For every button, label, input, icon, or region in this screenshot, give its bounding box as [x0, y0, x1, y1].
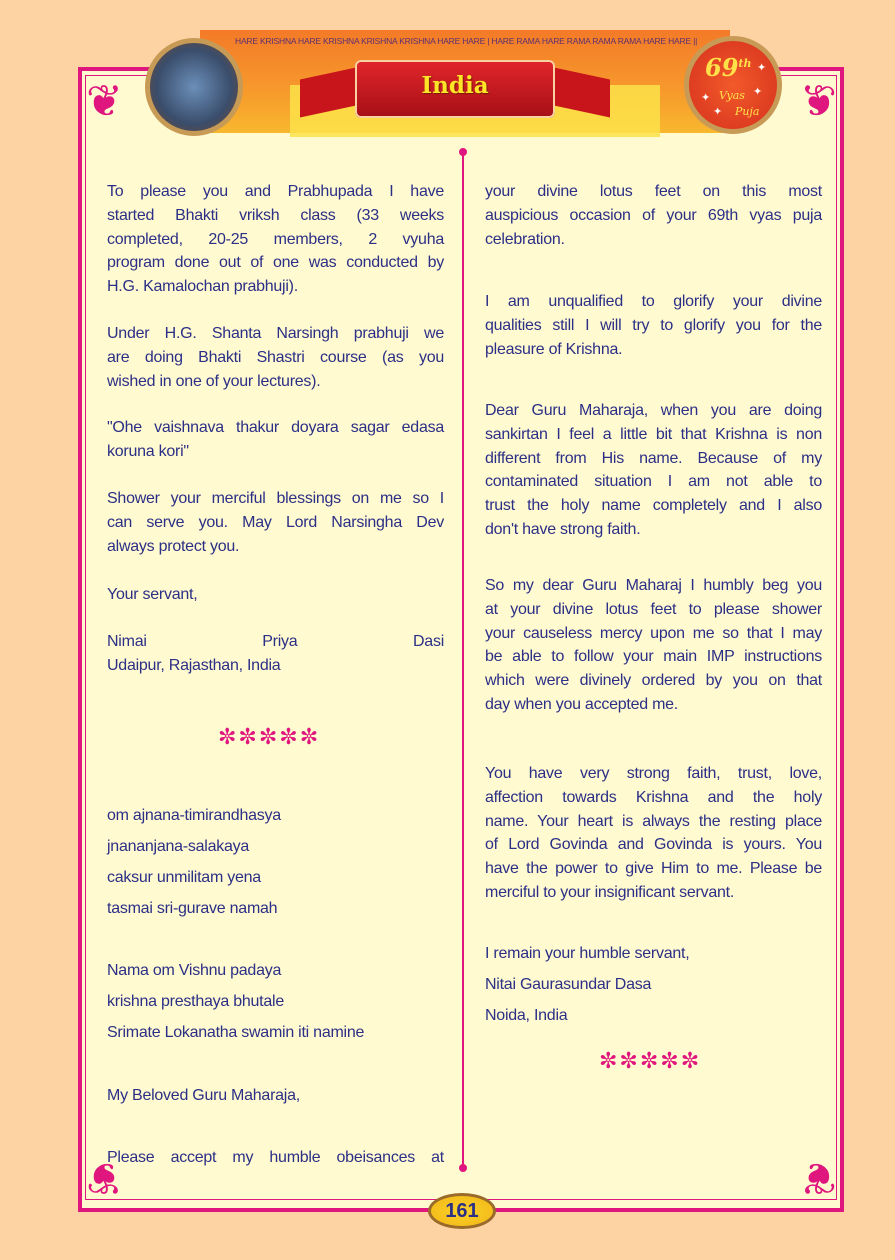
paragraph — [485, 942, 822, 966]
badge-line2: Puja — [735, 105, 760, 118]
sparkle-icon: ✦ — [713, 105, 723, 118]
corner-flourish-icon: ❦ — [800, 76, 837, 127]
mantra-text: HARE KRISHNA HARE KRISHNA KRISHNA KRISHNA HARE HARE | HARE RAMA HARE RAMA RAMA RAMA HARE HARE || — [235, 36, 698, 46]
paragraph — [107, 959, 444, 983]
anniversary-badge — [684, 36, 782, 134]
paragraph — [107, 835, 444, 859]
text-line: auspicious occasion of your 69th vyas puja — [485, 206, 822, 224]
text-line: can serve you. May Lord Narsingha Dev — [107, 513, 444, 531]
text-line: I remain your humble servant, — [485, 945, 690, 962]
text-line: are doing Bhakti Shastri course (as you — [107, 348, 444, 366]
text-line: To please you and Prabhupada I have — [107, 183, 444, 200]
text-line: Udaipur, Rajasthan, India — [107, 656, 281, 674]
paragraph — [107, 866, 444, 890]
text-line: Nama om Vishnu padaya — [107, 962, 282, 979]
text-line: Noida, India — [485, 1007, 568, 1024]
text-line: merciful to your insignificant servant. — [485, 883, 735, 901]
sparkle-icon: ✦ — [757, 61, 767, 74]
text-line: have the power to give Him to me. Please be — [485, 860, 822, 878]
text-line: Dear Guru Maharaja, when you are doing — [485, 402, 822, 419]
text-line: krishna presthaya bhutale — [107, 993, 284, 1010]
page-number: 161 — [428, 1193, 496, 1229]
text-line: completed, 20-25 members, 2 vyuha — [107, 230, 444, 248]
text-line: name. Your heart is always the resting place — [485, 812, 822, 830]
paragraph — [107, 990, 444, 1014]
text-line: koruna kori" — [107, 442, 189, 460]
text-line: started Bhakti vriksh class (33 weeks — [107, 206, 444, 224]
paragraph — [485, 574, 822, 717]
text-line: at your divine lotus feet to please shower — [485, 600, 822, 618]
text-line: Nitai Gaurasundar Dasa — [485, 976, 652, 993]
paragraph — [107, 180, 444, 299]
text-line: of Lord Govinda and Govinda is yours. You — [485, 836, 822, 854]
text-line: don't have strong faith. — [485, 520, 641, 538]
column-divider — [462, 152, 464, 1168]
text-line: qualities still I will try to glorify you for the — [485, 316, 822, 334]
text-line: trust the holy name completely and I also — [485, 497, 822, 515]
paragraph — [107, 804, 444, 828]
text-line: contaminated situation I am not able to — [485, 473, 822, 491]
text-line: So my dear Guru Maharaj I humbly beg you — [485, 577, 822, 594]
paragraph — [485, 762, 822, 905]
sparkle-icon: ✦ — [753, 85, 763, 98]
text-line: pleasure of Krishna. — [485, 340, 623, 358]
text-line: Srimate Lokanatha swamin iti namine — [107, 1024, 365, 1041]
badge-number-value: 69 — [705, 53, 739, 82]
paragraph — [107, 1146, 444, 1170]
paragraph — [485, 290, 822, 361]
divider-dot — [459, 1164, 467, 1172]
divider-dot — [459, 148, 467, 156]
text-line: program done out of one was conducted by — [107, 254, 444, 272]
deity-image-medallion — [145, 38, 243, 136]
badge-line1: Vyas — [719, 89, 745, 102]
paragraph — [107, 630, 444, 678]
corner-flourish-icon: ❦ — [800, 1152, 837, 1203]
paragraph — [107, 897, 444, 921]
text-line: You have very strong faith, trust, love, — [485, 765, 822, 782]
separator-stars: ✼✼✼✼✼ — [599, 1048, 702, 1073]
text-line: be able to follow your main IMP instructions — [485, 648, 822, 666]
text-line: H.G. Kamalochan prabhuji). — [107, 278, 298, 296]
badge-number — [705, 53, 752, 82]
paragraph — [107, 487, 444, 558]
paragraph — [107, 416, 444, 464]
paragraph — [485, 1004, 822, 1028]
paragraph — [107, 1084, 444, 1108]
text-line: Please accept my humble obeisances at — [107, 1149, 444, 1166]
text-line: Shower your merciful blessings on me so I — [107, 490, 444, 507]
sparkle-icon: ✦ — [701, 91, 711, 104]
text-line: jnananjana-salakaya — [107, 838, 250, 855]
page-title: India — [421, 72, 489, 99]
text-line: tasmai sri-gurave namah — [107, 900, 278, 917]
badge-suffix: th — [738, 57, 752, 70]
text-line: wished in one of your lectures). — [107, 372, 321, 390]
text-line: om ajnana-timirandhasya — [107, 807, 281, 824]
separator-stars: ✼✼✼✼✼ — [218, 724, 321, 749]
text-line: affection towards Krishna and the holy — [485, 788, 822, 806]
corner-flourish-icon: ❦ — [86, 76, 123, 127]
text-line: sankirtan I feel a little bit that Krishna is non — [485, 425, 822, 443]
text-line: your divine lotus feet on this most — [485, 183, 822, 200]
text-line: Nimai Priya Dasi — [107, 633, 444, 650]
text-line: day when you accepted me. — [485, 695, 678, 713]
paragraph — [485, 399, 822, 542]
text-line: different from His name. Because of my — [485, 449, 822, 467]
text-line: always protect you. — [107, 537, 240, 555]
paragraph — [107, 583, 444, 607]
text-line: which were divinely ordered by you on that — [485, 672, 822, 690]
text-line: Under H.G. Shanta Narsingh prabhuji we — [107, 325, 444, 342]
paragraph — [485, 180, 822, 251]
text-line: "Ohe vaishnava thakur doyara sagar edasa — [107, 419, 444, 436]
text-line: celebration. — [485, 230, 565, 248]
text-line: My Beloved Guru Maharaja, — [107, 1087, 300, 1104]
corner-flourish-icon: ❦ — [86, 1152, 123, 1203]
paragraph — [107, 322, 444, 393]
text-line: I am unqualified to glorify your divine — [485, 293, 822, 310]
paragraph — [485, 973, 822, 997]
text-line: your causeless mercy upon me so that I may — [485, 624, 822, 642]
text-line: caksur unmilitam yena — [107, 869, 261, 886]
text-line: Your servant, — [107, 586, 198, 603]
paragraph — [107, 1021, 444, 1045]
